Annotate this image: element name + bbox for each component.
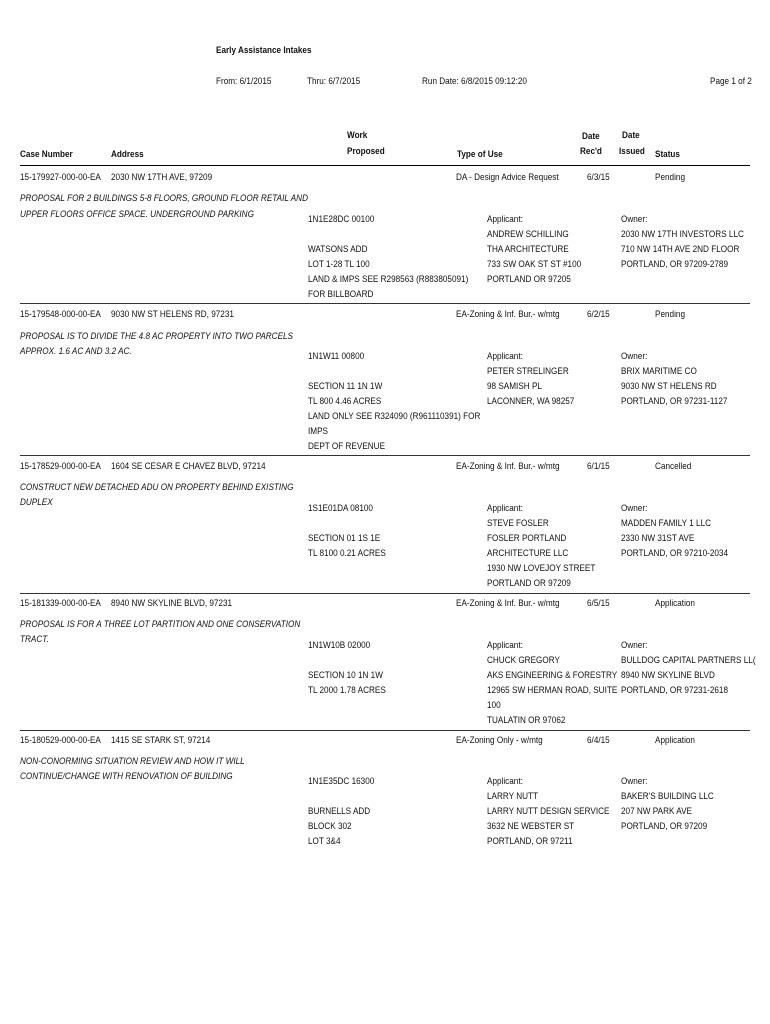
proposal-line: PROPOSAL FOR 2 BUILDINGS 5-8 FLOORS, GROUND FLOOR RETAIL AND <box>20 193 308 204</box>
legal-line: 1N1E28DC 00100 <box>308 214 375 225</box>
legal-line: 1S1E01DA 08100 <box>308 503 373 514</box>
applicant-line: CHUCK GREGORY <box>487 655 560 666</box>
from-date: From: 6/1/2015 <box>216 76 272 87</box>
legal-line: DEPT OF REVENUE <box>308 441 386 452</box>
owner-line: BRIX MARITIME CO <box>621 366 697 377</box>
owner-line: BAKER'S BUILDING LLC <box>621 791 714 802</box>
applicant-line: LACONNER, WA 98257 <box>487 396 575 407</box>
applicant-line: FOSLER PORTLAND <box>487 533 567 544</box>
applicant-line: PORTLAND OR 97209 <box>487 578 571 589</box>
legal-line: SECTION 10 1N 1W <box>308 670 383 681</box>
thru-date: Thru: 6/7/2015 <box>307 76 361 87</box>
legal-line: SECTION 11 1N 1W <box>308 381 383 392</box>
owner-line: Owner: <box>621 351 648 362</box>
owner-line: 8940 NW SKYLINE BLVD <box>621 670 715 681</box>
applicant-line: LARRY NUTT <box>487 791 539 802</box>
applicant-line: TUALATIN OR 97062 <box>487 715 566 726</box>
legal-line: TL 8100 0.21 ACRES <box>308 548 386 559</box>
case-number: 15-178529-000-00-EA <box>20 461 101 472</box>
legal-line: 1N1E35DC 16300 <box>308 776 375 787</box>
applicant-line: 98 SAMISH PL <box>487 381 542 392</box>
legal-line: BURNELLS ADD <box>308 806 371 817</box>
page-number: Page 1 of 2 <box>710 76 752 87</box>
col-case-number: Case Number <box>20 149 73 160</box>
applicant-line: PORTLAND OR 97205 <box>487 274 571 285</box>
legal-line: BLOCK 302 <box>308 821 352 832</box>
applicant-line: ANDREW SCHILLING <box>487 229 569 240</box>
legal-line: FOR BILLBOARD <box>308 289 374 300</box>
legal-line: LOT 3&4 <box>308 836 341 847</box>
address: 1604 SE CESAR E CHAVEZ BLVD, 97214 <box>111 461 266 472</box>
type-of-use: DA - Design Advice Request <box>456 172 559 183</box>
address: 2030 NW 17TH AVE, 97209 <box>111 172 213 183</box>
header-divider <box>20 165 750 166</box>
proposal-line: APPROX. 1.6 AC AND 3.2 AC. <box>20 346 132 357</box>
case-number: 15-180529-000-00-EA <box>20 735 101 746</box>
legal-line: TL 2000 1.78 ACRES <box>308 685 386 696</box>
applicant-line: Applicant: <box>487 214 523 225</box>
status: Application <box>655 735 695 746</box>
status: Application <box>655 598 695 609</box>
applicant-line: Applicant: <box>487 351 523 362</box>
owner-line: Owner: <box>621 503 648 514</box>
type-of-use: EA-Zoning & Inf. Bur.- w/mtg <box>456 309 560 320</box>
owner-line: BULLDOG CAPITAL PARTNERS LL( <box>621 655 756 666</box>
case-number: 15-179927-000-00-EA <box>20 172 101 183</box>
owner-line: 2330 NW 31ST AVE <box>621 533 695 544</box>
applicant-line: STEVE FOSLER <box>487 518 549 529</box>
owner-line: Owner: <box>621 214 648 225</box>
legal-line: 1N1W10B 02000 <box>308 640 371 651</box>
owner-line: 9030 NW ST HELENS RD <box>621 381 717 392</box>
record-divider <box>20 730 750 731</box>
type-of-use: EA-Zoning & Inf. Bur.- w/mtg <box>456 461 560 472</box>
legal-line: SECTION 01 1S 1E <box>308 533 381 544</box>
applicant-line: 100 <box>487 700 501 711</box>
case-number: 15-179548-000-00-EA <box>20 309 101 320</box>
date-received: 6/4/15 <box>587 735 610 746</box>
col-date-issued-2: Issued <box>619 146 645 157</box>
proposal-line: CONSTRUCT NEW DETACHED ADU ON PROPERTY BEHIND EXISTING <box>20 482 294 493</box>
col-date-recd-2: Rec'd <box>580 146 602 157</box>
proposal-line: PROPOSAL IS TO DIVIDE THE 4.8 AC PROPERTY INTO TWO PARCELS <box>20 331 294 342</box>
report-title: Early Assistance Intakes <box>216 45 312 56</box>
col-status: Status <box>655 149 680 160</box>
applicant-line: THA ARCHITECTURE <box>487 244 569 255</box>
applicant-line: Applicant: <box>487 503 523 514</box>
col-date-issued-1: Date <box>622 130 640 141</box>
legal-line: IMPS <box>308 426 328 437</box>
proposal-line: PROPOSAL IS FOR A THREE LOT PARTITION AND ONE CONSERVATION <box>20 619 301 630</box>
address: 8940 NW SKYLINE BLVD, 97231 <box>111 598 233 609</box>
owner-line: PORTLAND, OR 97231-2618 <box>621 685 729 696</box>
owner-line: PORTLAND, OR 97231-1127 <box>621 396 728 407</box>
applicant-line: ARCHITECTURE LLC <box>487 548 569 559</box>
date-received: 6/3/15 <box>587 172 610 183</box>
owner-line: PORTLAND, OR 97209 <box>621 821 708 832</box>
col-date-recd-1: Date <box>582 131 600 142</box>
status: Cancelled <box>655 461 692 472</box>
proposal-line: UPPER FLOORS OFFICE SPACE. UNDERGROUND PARKING <box>20 209 254 220</box>
applicant-line: LARRY NUTT DESIGN SERVICE <box>487 806 610 817</box>
owner-line: Owner: <box>621 640 648 651</box>
address: 1415 SE STARK ST, 97214 <box>111 735 211 746</box>
col-type-of-use: Type of Use <box>457 149 503 160</box>
legal-line: WATSONS ADD <box>308 244 368 255</box>
owner-line: Owner: <box>621 776 648 787</box>
legal-line: TL 800 4.46 ACRES <box>308 396 382 407</box>
legal-line: LAND & IMPS SEE R298563 (R883805091) <box>308 274 469 285</box>
owner-line: 2030 NW 17TH INVESTORS LLC <box>621 229 744 240</box>
proposal-line: NON-CONORMING SITUATION REVIEW AND HOW IT WILL <box>20 756 245 767</box>
proposal-line: TRACT. <box>20 634 49 645</box>
applicant-line: PETER STRELINGER <box>487 366 569 377</box>
col-address: Address <box>111 149 144 160</box>
address: 9030 NW ST HELENS RD, 97231 <box>111 309 234 320</box>
date-received: 6/5/15 <box>587 598 610 609</box>
run-date: Run Date: 6/8/2015 09:12:20 <box>422 76 527 87</box>
col-proposed-label: Proposed <box>347 146 385 157</box>
owner-line: PORTLAND, OR 97209-2789 <box>621 259 729 270</box>
applicant-line: AKS ENGINEERING & FORESTRY <box>487 670 618 681</box>
legal-line: LOT 1-28 TL 100 <box>308 259 370 270</box>
applicant-line: Applicant: <box>487 776 523 787</box>
owner-line: 207 NW PARK AVE <box>621 806 692 817</box>
owner-line: MADDEN FAMILY 1 LLC <box>621 518 712 529</box>
applicant-line: 12965 SW HERMAN ROAD, SUITE <box>487 685 618 696</box>
applicant-line: 1930 NW LOVEJOY STREET <box>487 563 596 574</box>
applicant-line: 3632 NE WEBSTER ST <box>487 821 575 832</box>
proposal-line: DUPLEX <box>20 497 53 508</box>
type-of-use: EA-Zoning & Inf. Bur.- w/mtg <box>456 598 560 609</box>
applicant-line: PORTLAND, OR 97211 <box>487 836 573 847</box>
applicant-line: Applicant: <box>487 640 523 651</box>
record-divider <box>20 455 750 456</box>
col-work-label: Work <box>347 130 368 141</box>
owner-line: 710 NW 14TH AVE 2ND FLOOR <box>621 244 740 255</box>
status: Pending <box>655 172 685 183</box>
applicant-line: 733 SW OAK ST ST #100 <box>487 259 582 270</box>
legal-line: LAND ONLY SEE R324090 (R961110391) FOR <box>308 411 481 422</box>
legal-line: 1N1W11 00800 <box>308 351 365 362</box>
status: Pending <box>655 309 685 320</box>
proposal-line: CONTINUE/CHANGE WITH RENOVATION OF BUILDING <box>20 771 233 782</box>
case-number: 15-181339-000-00-EA <box>20 598 101 609</box>
date-received: 6/1/15 <box>587 461 610 472</box>
date-received: 6/2/15 <box>587 309 610 320</box>
type-of-use: EA-Zoning Only - w/mtg <box>456 735 543 746</box>
record-divider <box>20 593 750 594</box>
record-divider <box>20 303 750 304</box>
owner-line: PORTLAND, OR 97210-2034 <box>621 548 729 559</box>
